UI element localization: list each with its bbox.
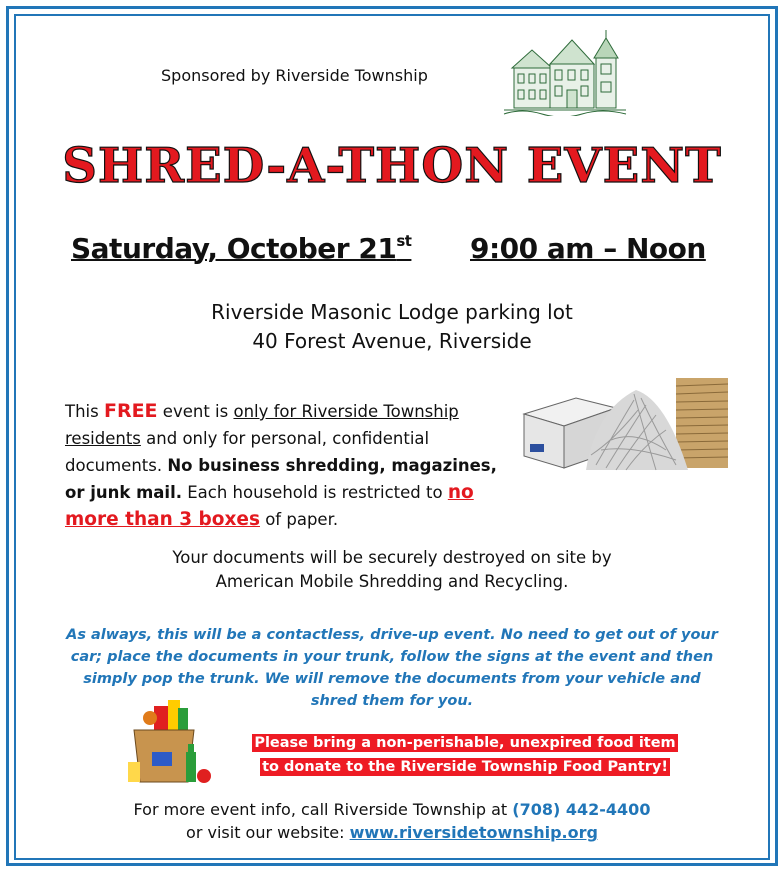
details-text-5: of paper. [259, 510, 339, 529]
phone-number[interactable]: (708) 442-4400 [512, 800, 651, 819]
shredding-note-line-2: American Mobile Shredding and Recycling. [215, 572, 569, 591]
details-text-1: This [65, 402, 104, 421]
contact-line [0, 800, 784, 819]
food-pantry-line-1 [238, 732, 692, 751]
event-date-text: Saturday, October 21 [71, 232, 397, 265]
box-limit: no more than 3 boxes [65, 482, 474, 530]
visit-text: or visit our website: [186, 823, 350, 842]
location-name: Riverside Masonic Lodge parking lot [211, 300, 573, 324]
no-business-note: No business shredding, magazines, or junk mail. [65, 456, 497, 502]
free-label: FREE [103, 400, 158, 422]
food-pantry-text-1: Please bring a non-perishable, unexpired food item [254, 735, 676, 751]
location-address: 40 Forest Avenue, Riverside [252, 329, 532, 353]
shredding-note-line-1: Your documents will be securely destroyed on site by [172, 548, 612, 567]
sponsor-line: Sponsored by Riverside Township [161, 66, 428, 85]
website-line [0, 823, 784, 842]
event-time: 9:00 am – Noon [470, 232, 706, 265]
grocery-bag-illustration [124, 700, 214, 790]
details-text-3: and only for personal, confidential documents. [65, 429, 430, 475]
township-hall-illustration [502, 28, 628, 116]
date-suffix: st [396, 232, 412, 250]
contactless-note: As always, this will be a contactless, drive-up event. No need to get out of your car; place the documents in your trunk, follow the signs at the event and then simply pop the trunk. We will remove the documents from your vehicle and shred them for you. [66, 627, 718, 709]
details-text-4: Each household is restricted to [182, 483, 448, 502]
details-text-2: event is [157, 402, 234, 421]
event-title: SHRED-A-THON EVENT [62, 138, 722, 194]
website-link[interactable]: www.riversidetownship.org [349, 823, 598, 842]
call-text: For more event info, call Riverside Township at [133, 800, 513, 819]
event-date [71, 232, 411, 265]
shredded-paper-boxes-illustration [516, 370, 742, 482]
food-pantry-text-2: to donate to the Riverside Township Food Pantry! [262, 759, 668, 775]
residents-only: only for Riverside Township residents [65, 402, 459, 448]
event-details [65, 398, 515, 533]
food-pantry-line-2 [238, 756, 692, 775]
